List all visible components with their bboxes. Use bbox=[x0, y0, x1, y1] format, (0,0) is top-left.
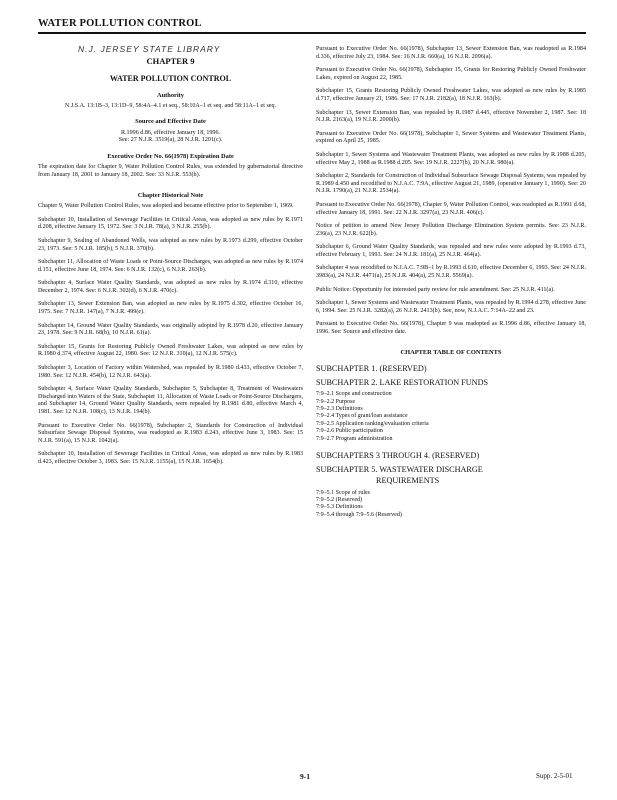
toc-section-item: 7:9–2.6 Public participation bbox=[316, 428, 383, 435]
toc-subchapter-5: SUBCHAPTER 5. WASTEWATER DISCHARGE bbox=[316, 464, 483, 474]
supplement-date: Supp. 2-5-01 bbox=[536, 772, 573, 780]
toc-section-item: 7:9–5.4 through 7:9–5.6 (Reserved) bbox=[316, 511, 402, 518]
history-heading: Chapter Historical Note bbox=[137, 191, 204, 199]
toc-subchapter-2-list bbox=[316, 391, 586, 443]
history-paragraph: Subchapter 3, Location of Factory within Watershed, was repealed by R.1980 d.433, effective October 7, 1980. See: 12 N.J.R. 454(b), 12 N.J.R. 643(a). bbox=[38, 365, 303, 379]
history-paragraph: Subchapter 9, Sealing of Abandoned Wells, was adopted as new rules by R.1973 d.299, effective October 23, 1973. See: 5 N.J.R. 185(b), 5 N.J.R. 370(b). bbox=[38, 237, 303, 252]
source-heading: Source and Effective Date bbox=[135, 117, 206, 125]
history-paragraph: Pursuant to Executive Order No. 66(1978), Subchapter 15, Grants for Restoring Publicly Owned Freshwater Lakes, expired on August 22, 1985. bbox=[316, 67, 586, 81]
toc-section-item: 7:9–5.1 Scope of rules bbox=[316, 489, 370, 496]
history-paragraph: Subchapter 15, Grants Restoring Publicly Owned Freshwater Lakes, was adopted as new rules by R.1985 d.717, effective January 21, 1986. See: 17 N.J.R. 2182(a), 18 N.J.R. 163(b). bbox=[316, 88, 586, 102]
history-paragraph: Pursuant to Executive Order No. 66(1978), Chapter 9 was readopted as R.1996 d.86, effective January 18, 1996. See: Source and effective date. bbox=[316, 321, 586, 336]
history-paragraph: Subchapter 1, Sewer Systems and Wastewater Treatment Plants, was repealed by R.1994 d.278, effective June 6, 1994. See: 25 N.J.R. 3282(a), 26 N.J.R. 2413(b). See, now, N.J.A.C. 7:14A–22 and 23. bbox=[316, 300, 586, 314]
expiration-text: The expiration date for Chapter 9, Water Pollution Control Rules, was extended by gubernatorial directive from January 18, 2001 to January 18, 2002. See: 33 N.J.R. 553(b). bbox=[38, 164, 303, 178]
toc-subchapter-5-list bbox=[316, 490, 586, 520]
history-left-paragraphs bbox=[38, 203, 303, 466]
toc-section-item: 7:9–2.2 Purpose bbox=[316, 398, 355, 405]
history-paragraph: Pursuant to Executive Order No. 66(1978), Subchapter 2, Standards for Construction of Individual Subsurface Sewage Disposal Systems, was readopted as R.1983 d.243, effective June 3, 1983. See: 15 N.J.R. 591(a), 15 N.J.R. 1042(a). bbox=[38, 422, 303, 444]
history-paragraph: Subchapter 6, Ground Water Quality Standards, was repealed and new rules were adopted by R.1993 d.73, effective February 1, 1993. See: 24 N.J.R. 181(a), 25 N.J.R. 464(a). bbox=[316, 244, 586, 258]
history-paragraph: Notice of petition to amend New Jersey Pollution Discharge Elimination System permits. See: 23 N.J.R. 236(a), 23 N.J.R. 622(b). bbox=[316, 223, 586, 237]
history-paragraph: Chapter 9, Water Pollution Control Rules, was adopted and became effective prior to September 1, 1969. bbox=[38, 203, 294, 210]
history-paragraph: Subchapter 13, Sewer Extension Ban, was repealed by R.1987 d.445, effective November 2, 1987. See: 18 N.J.R. 2163(a), 19 N.J.R. 2000(b). bbox=[316, 109, 586, 124]
chapter-title: WATER POLLUTION CONTROL bbox=[109, 74, 232, 84]
toc-section-item: 7:9–2.7 Program administration bbox=[316, 435, 393, 442]
toc-section-item: 7:9–2.3 Definitions bbox=[316, 406, 363, 413]
toc-section-item: 7:9–2.5 Application ranking/evaluation criteria bbox=[316, 420, 429, 427]
library-stamp: N.J. JERSEY STATE LIBRARY bbox=[78, 44, 221, 54]
chapter-number: CHAPTER 9 bbox=[146, 55, 195, 66]
history-paragraph: Subchapter 11, Allocation of Waste Loads or Point-Source Discharges, was adopted as new rules by R.1974 d.151, effective June 18, 1974. See: 6 N.J.R. 132(c), 6 N.J.R. 263(b). bbox=[38, 259, 303, 273]
toc-section-item: 7:9–5.2 (Reserved) bbox=[316, 496, 362, 503]
toc-section-item: 7:9–2.1 Scope and construction bbox=[316, 391, 392, 398]
toc-subchapter-5-cont: REQUIREMENTS bbox=[376, 476, 440, 486]
history-paragraph: Subchapter 1, Sewer Systems and Wastewater Treatment Plants, was adopted as new rules by R.1988 d.205, effective May 2, 1988 as R.1988 d.205. See: 19 N.J.R. 2227(b), 20 N.J.R. 980(a). bbox=[316, 151, 586, 166]
toc-section-item: 7:9–5.3 Definitions bbox=[316, 504, 363, 511]
history-right-paragraphs bbox=[316, 46, 586, 337]
history-paragraph: Subchapter 13, Sewer Extension Ban, was adopted as new rules by R.1975 d.302, effective October 16, 1975. See: 7 N.J.R. 147(a), 7 N.J.R. 499(e). bbox=[38, 301, 303, 316]
toc-section-item: 7:9–2.4 Types of grant/loan assistance bbox=[316, 413, 408, 420]
history-paragraph: Subchapter 4, Surface Water Quality Standards, was adopted as new rules by R.1974 d.310, effective December 2, 1974. See: 6 N.J.R. 302(d), 6 N.J.R. 470(c). bbox=[38, 280, 303, 294]
source-line-1: R.1996 d.86, effective January 18, 1996. bbox=[120, 129, 221, 136]
history-paragraph: Subchapter 4, Surface Water Quality Standards, Subchapter 5, Subchapter 8, Treatment of Wastewaters Discharged into Waters of the State, Subchapter 11, Allocation of Waste Loads or Point-Source Dischargers, and Subchapter 14, Ground Water Quality Standards, were repealed by R.1981 d.80, effective March 4, 1981. See: 12 N.J.R. 108(c), 13 N.J.R. 194(b). bbox=[38, 386, 303, 415]
header-rule bbox=[38, 32, 586, 34]
left-column bbox=[38, 46, 303, 473]
history-paragraph: Subchapter 15, Grants for Restoring Publicly Owned Freshwater Lakes, was adopted as new rules by R.1980 d.374, effective August 22, 1980. See: 12 N.J.R. 310(a), 12 N.J.R. 575(c). bbox=[38, 343, 303, 358]
history-paragraph: Subchapter 10, Installation of Sewerage Facilities in Critical Areas, was adopted as new rules by R.1983 d.423, effective October 3, 1983. See: 15 N.J.R. 1155(a), 15 N.J.R. 1654(b). bbox=[38, 451, 303, 465]
page-number: 9-1 bbox=[300, 772, 310, 781]
history-paragraph: Subchapter 14, Ground Water Quality Standards, was originally adopted by R.1978 d.20, effective January 23, 1978. See: 9 N.J.R. 68(b), 10 N.J.R. 61(a). bbox=[38, 322, 303, 337]
history-paragraph: Subchapter 4 was recodified to N.J.A.C. 7:9B–1 by R.1993 d.610, effective December 6, 1993. See: 24 N.J.R. 3983(a), 24 N.J.R. 4471(a), 25 N.J.R. 404(a), 25 N.J.R. 5569(a). bbox=[316, 265, 586, 280]
authority-heading: Authority bbox=[157, 91, 184, 99]
source-line-2: See: 27 N.J.R. 3519(a), 28 N.J.R. 1201(c). bbox=[118, 137, 223, 144]
history-paragraph: Pursuant to Executive Order No. 66(1978), Subchapter 1, Sewer Systems and Wastewater Treatment Plants, expired on April 25, 1985. bbox=[316, 130, 586, 145]
right-column bbox=[316, 46, 586, 527]
history-paragraph: Public Notice: Opportunity for interested party review for rule amendment. See: 25 N.J.R. 411(a). bbox=[316, 286, 555, 293]
toc-subchapter-1: SUBCHAPTER 1. (RESERVED) bbox=[316, 364, 427, 374]
history-paragraph: Pursuant to Executive Order No. 66(1978), Chapter 9, Water Pollution Control, was readopted as R.1991 d.68, effective January 18, 1991. See: 22 N.J.R. 3297(a), 23 N.J.R. 406(c). bbox=[316, 201, 586, 216]
toc-heading: CHAPTER TABLE OF CONTENTS bbox=[400, 348, 502, 356]
history-paragraph: Subchapter 2, Standards for Construction of Individual Subsurface Sewage Disposal Systems, was repealed by R.1989 d.450 and recodified to N.J.A.C. 7:9A, effective August 21, 1989, (operative January 1, 1990). See: 20 N.J.R. 1790(a), 21 N.J.R. 2534(a). bbox=[316, 173, 586, 195]
toc-subchapters-3-4: SUBCHAPTERS 3 THROUGH 4. (RESERVED) bbox=[316, 451, 480, 461]
expiration-heading: Executive Order No. 66(1978) Expiration Date bbox=[107, 152, 234, 160]
running-header: WATER POLLUTION CONTROL bbox=[38, 18, 202, 29]
authority-text: N.J.S.A. 13:1B–3, 13:1D–9, 58:4A–4.1 et seq., 58:10A–1 et seq. and 58:11A–1 et seq. bbox=[64, 103, 277, 110]
history-paragraph: Pursuant to Executive Order No. 66(1978), Subchapter 13, Sewer Extension Ban, was readopted as R.1984 d.336, effective July 23, 1984. See: 16 N.J.R. 660(a), 16 N.J.R. 2096(a). bbox=[316, 46, 586, 60]
toc-subchapter-2: SUBCHAPTER 2. LAKE RESTORATION FUNDS bbox=[316, 377, 489, 387]
history-paragraph: Subchapter 10, Installation of Sewerage Facilities in Critical Areas, was adopted as new rules by R.1971 d.208, effective January 15, 1972. See: 3 N.J.R. 78(a), 3 N.J.R. 255(b). bbox=[38, 216, 303, 231]
